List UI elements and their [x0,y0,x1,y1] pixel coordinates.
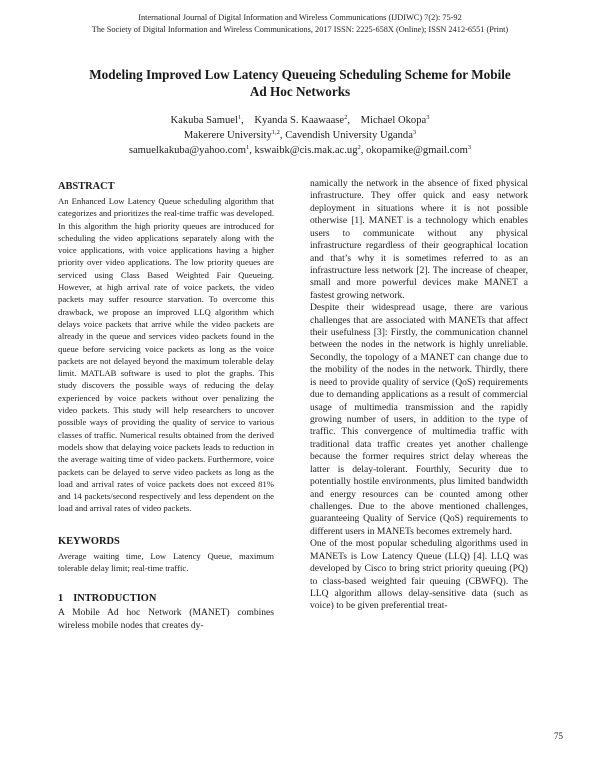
affiliation-2: Cavendish University Uganda [285,130,413,141]
email-3: okopamike@gmail.com [366,145,468,156]
title-line-1: Modeling Improved Low Latency Queueing Scheduling Scheme for Mobile [89,67,511,82]
email-2-mark: 2 [357,144,361,151]
abstract-heading: ABSTRACT [58,181,115,192]
author-2: Kyanda S. Kaawaase [254,115,345,126]
keywords-text: Average waiting time, Low Latency Queue, maximum tolerable delay limit; real-time traffic. [58,550,274,574]
paper-title [40,66,560,100]
left-column [58,180,274,632]
author-3-mark: 3 [426,114,430,121]
introduction-paragraph-1: namically the network in the absence of fixed physical infrastructure. They offer quick and easy network deployment in situations where it is not possible otherwise [1]. MANET is a technology which enables users to communicate without any physical infrastructure regardless of their geographical location and that’s why it is sometimes referred to as an infrastructure less network [2]. The increase of cheaper, small and more powerful devices make MANET a fastest growing network. [310,178,528,301]
society-issn-line: The Society of Digital Information and Wireless Communications, 2017 ISSN: 2225-658X (Online); ISSN 2412-6551 (Print) [91,25,509,34]
emails: samuelkakuba@yahoo.com$^1$, $kswaibk@cis.mak.ac.ug^2$, okopamike@gmail.com$^3$ [128,144,472,156]
email-3-mark: 3 [467,144,472,151]
abstract-text: An Enhanced Low Latency Queue scheduling algorithm that categorizes and prioritizes the real-time traffic was developed. In this algorithm the high priority queues are introduced for scheduling the video applications separately along with the voice applications, with voice applications having a higher priority over video applications. The low priority queues are serviced using Class Based Weighted Fair Queueing. However, at high arrival rate of voice packets, the video packets may suffer resource starvation. To overcome this drawback, we propose an improved LLQ algorithm which delays voice packets that arrive while the video packets are already in the queue and services video packets found in the queue before servicing voice packets as long as the voice packets are not delayed beyond the maximum tolerable delay limit. MATLAB software is used to plot the graphs. This study discovers the possible ways of reducing the delay experienced by voice packets without over penalizing the video packets. This study will help researchers to uncover possible ways of providing the quality of service to various classes of traffic. Numerical results obtained from the derived models show that delaying voice packets leads to reduction in the average waiting time of video packets. Furthermore, voice packets can be delayed to serve video packets as long as the load and arrival rates of voice packets does not exceed 81% and 14 packets/second respectively and less dependent on the load and arrival rates of video packets. [58,196,274,514]
affiliation-1-mark: 1,2 [271,129,280,136]
affiliations: Makerere University$^{1,2}$, Cavendish University Uganda$^3$ [183,129,417,141]
author-1: Kakuba Samuel [170,115,238,126]
running-header [0,12,600,36]
introduction-paragraph-3: One of the most popular scheduling algorithms used in MANETs is Low Latency Queue (LLQ) [4]. LLQ was developed by Cisco to bring strict priority queuing (PQ) to class-based weighted fair queuing (CBWFQ). The LLQ algorithm allows delay-sensitive data (such as voice) to be given preferential treat- [310,538,528,612]
keywords-heading: KEYWORDS [58,535,120,547]
title-line-2: Ad Hoc Networks [249,84,351,99]
section-title: INTRODUCTION [73,593,157,605]
email-1: samuelkakuba@yahoo.com [128,145,246,156]
email-1-mark: 1 [245,144,250,151]
section-number: 1 [58,593,64,605]
author-3: Michael Okopa [360,115,427,126]
introduction-left-text: A Mobile Ad hoc Network (MANET) combines wireless mobile nodes that creates dy- [58,607,274,631]
affiliation-2-mark: 3 [412,129,417,136]
introduction-heading [58,592,274,606]
email-2: kswaibk@cis.mak.ac.ug [254,145,358,156]
author-block [20,113,580,158]
author-names: Kakuba Samuel$^1$, Kyanda S. Kaawaase$^2$, Michael Okopa$^3$ [170,114,430,126]
journal-line: International Journal of Digital Information and Wireless Communications (IJDIWC) 7(2): 75-92 [138,13,462,22]
right-column [310,178,528,613]
affiliation-1: Makerere University [183,130,272,141]
author-1-mark: 1 [237,114,242,121]
page-number: 75 [554,731,563,741]
introduction-paragraph-2: Despite their widespread usage, there are various challenges that are associated with MANETs that affect their usefulness [3]: Firstly, the communication channel between the nodes in the network is highly unreliable. Secondly, the topology of a MANET can change due to the mobility of the nodes in the network. Thirdly, there is need to provide quality of service (QoS) requirements due to demanding applications as a result of commercial usage of multimedia transmission and the rapidly growing number of users, in addition to the type of traffic. This convergence of multimedia traffic with traditional data traffic creates yet another challenge because the former requires strict delay whereas the latter is delay-tolerant. Fourthly, Security due to potentially hostile environments, plus limited bandwidth and energy resources can be counted among other challenges. Due to the above mentioned challenges, guaranteeing Quality of Service (QoS) requirements to different users in MANETs becomes extremely hard. [310,302,528,537]
author-2-mark: 2 [344,114,348,121]
